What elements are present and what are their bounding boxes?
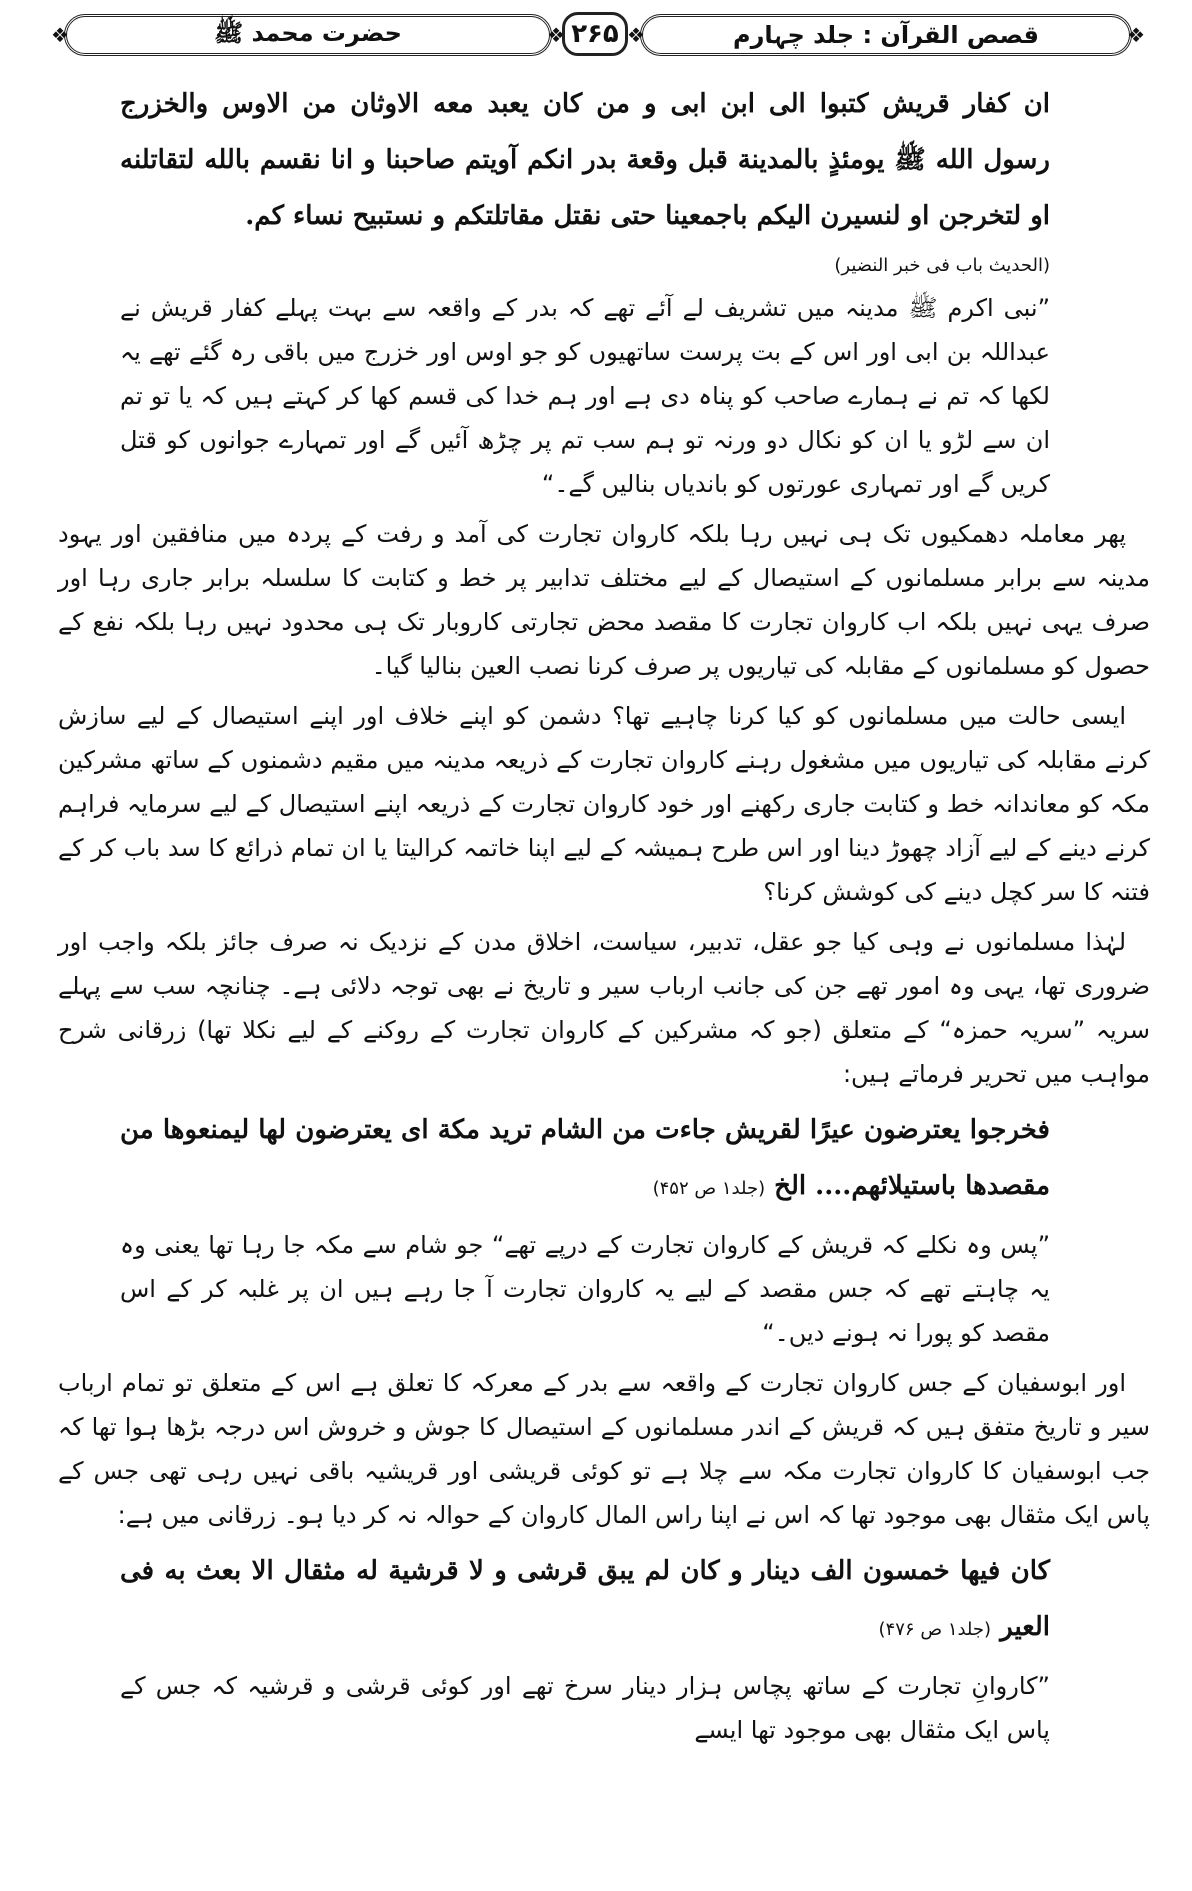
quote	[58, 1664, 1150, 1752]
paragraph-line: تجارتی کاروبار تک ہی محدود نہیں رہا بلکہ نفع کے حصول کو مسلمانوں کے مقابلہ کی تیاریوں پر صرف کرنا نصب العین بنالیا گیا۔	[58, 608, 1150, 680]
arabic-quote	[58, 1543, 1150, 1658]
paragraph	[58, 512, 1150, 688]
paragraph	[58, 920, 1150, 1096]
running-header	[0, 0, 1192, 70]
page-body	[0, 70, 1192, 1798]
ornament-icon: ❖	[51, 23, 69, 47]
paragraph-line: خود کاروان تجارت کے ذریعہ اپنے استیصال کے لیے سرمایہ فراہم کرنے دینے کے لیے آزاد چھوڑ دینا اور اس طرح ہمیشہ کے لیے اپنا	[58, 790, 1150, 862]
quote	[58, 286, 1150, 506]
paragraph-line: خاتمہ کرالیتا یا ان تمام ذرائع کا سد باب کر کے فتنہ کا سر کچل دینے کی کوشش کرنا؟	[58, 834, 1150, 906]
quote-line: قسم کھا کر کہتے ہیں کہ یا تو تم ان سے لڑو یا ان کو نکال دو ورنہ تو ہم سب تم پر چڑھ آئیں گے اور تمہارے جوانوں کو قتل کریں	[120, 382, 1050, 498]
arabic-quote-line: باجمعینا حتی نقتل مقاتلتکم و نستبیح نساء کم.	[245, 201, 748, 231]
quote	[58, 1223, 1150, 1355]
arabic-quote	[58, 1102, 1150, 1217]
arabic-quote	[58, 76, 1150, 244]
paragraph-line: تیاریوں میں مشغول رہنے کاروان تجارت کے ذریعہ مدینہ میں مقیم دشمنوں کے ساتھ مشرکین مکہ کو معاندانہ خط و کتابت جاری رکھنے اور	[58, 746, 1150, 818]
arabic-quote-line: یومئذٍ بالمدینة قبل وقعة بدر انکم آویتم صاحبنا و انا نقسم بالله لتقاتلنه او لتخرجن او لنسیرن الیکم	[120, 145, 1050, 231]
paragraph-line: ایسی حالت میں مسلمانوں کو کیا کرنا چاہیے تھا؟ دشمن کو اپنے خلاف اور اپنے استیصال کے لیے سازش کرنے مقابلہ کی	[58, 702, 1151, 774]
paragraph-line: تو کوئی قریشی اور قریشیہ باقی نہیں رہی تھی جس کے پاس ایک مثقال بھی موجود تھا کہ اس نے اپنا راس المال کاروان کے حوالہ نہ کر دیا	[58, 1457, 1150, 1529]
page-number: ۲۶۵	[562, 12, 628, 56]
running-header-book	[627, 14, 1145, 56]
paragraph-line: لہٰذا مسلمانوں نے وہی کیا جو عقل، تدبیر، سیاست، اخلاق مدن کے نزدیک نہ صرف جائز بلکہ واجب اور ضروری تھا، یہی وہ	[58, 928, 1150, 1000]
ornament-icon: ❖	[547, 23, 565, 47]
ornament-icon: ❖	[1127, 23, 1145, 47]
ornament-icon: ❖	[627, 23, 645, 47]
arabic-quote-line: باستیلائهم.... الخ	[774, 1171, 957, 1201]
citation: (جلد۱ ص ۴۷۶)	[878, 1619, 992, 1640]
paragraph	[58, 1361, 1150, 1537]
quote-line: گے اور تمہاری عورتوں کو باندیاں بنالیں گے۔“	[541, 470, 993, 498]
paragraph-line: ہیں کہ قریش کے اندر مسلمانوں کے استیصال کا جوش و خروش اس درجہ بڑھا ہوا تھا کہ جب ابوسفیان کا کاروان تجارت مکہ سے چلا ہے	[58, 1413, 1151, 1485]
arabic-quote-line: کان فیها خمسون الف دینار و کان لم یبق قرشی و لا قرشیة له مثقال الا بعث به فی العیر	[120, 1556, 1050, 1642]
paragraph-line: ہو۔ زرقانی میں ہے:	[117, 1501, 325, 1529]
quote-line: لیے یہ کاروان تجارت آ جا رہے ہیں ان پر غلبہ کر کے اس مقصد کو پورا نہ ہونے دیں۔“	[120, 1275, 1050, 1347]
paragraph-line: پھر معاملہ دھمکیوں تک ہی نہیں رہا بلکہ کاروان تجارت کی آمد و رفت کے پردہ میں منافقین اور یہود مدینہ سے برابر مسلمانوں	[58, 520, 1150, 592]
paragraph	[58, 694, 1150, 914]
quote-line: بت پرست ساتھیوں کو جو اوس اور خزرج میں باقی رہ گئے تھے یہ لکھا کہ تم نے ہمارے صاحب کو پناہ دی ہے اور ہم خدا کی	[120, 338, 1050, 410]
quote-line: ”نبی اکرم ﷺ مدینہ میں تشریف لے آئے تھے کہ بدر کے واقعہ سے بہت پہلے کفار قریش نے عبداللہ بن ابی اور اس کے	[120, 294, 1050, 366]
chapter-title: حضرت محمد ﷺ	[214, 18, 402, 47]
quote-line: ”پس وہ نکلے کہ قریش کے کاروان تجارت کے درپے تھے“ جو شام سے مکہ جا رہا تھا یعنی وہ یہ چاہتے تھے کہ جس مقصد کے	[120, 1231, 1050, 1303]
paragraph-line: اور ابوسفیان کے جس کاروان تجارت کے واقعہ سے بدر کے معرکہ کا تعلق ہے اس کے متعلق تو تمام ارباب سیر و تاریخ متفق	[58, 1369, 1150, 1441]
citation: (الحدیث باب فی خبر النضیر)	[834, 255, 1050, 276]
citation: (جلد۱ ص ۴۵۲)	[652, 1178, 766, 1199]
paragraph-line: کاروان تجارت کے روکنے کے لیے نکلا تھا) زرقانی شرح مواہب میں تحریر فرماتے ہیں:	[58, 1016, 1150, 1088]
arabic-quote-line: فخرجوا یعترضون عیرًا لقریش جاءت من الشام ترید مکة ای یعترضون لها لیمنعوها من مقصدها	[120, 1115, 1050, 1201]
paragraph-line: کے استیصال کے لیے مختلف تدابیر پر خط و کتابت کا سلسلہ برابر جاری رہا اور صرف یہی نہیں بلکہ اب کاروان تجارت کا مقصد محض	[58, 564, 1150, 636]
book-title: قصص القرآن : جلد چہارم	[733, 21, 1040, 49]
running-header-chapter	[51, 14, 565, 56]
arabic-quote-line: ان کفار قریش کتبوا الی ابن ابی و من کان یعبد معه الاوثان من الاوس والخزرج رسول الله ﷺ	[120, 89, 1050, 175]
quote-line: ”کاروانِ تجارت کے ساتھ پچاس ہزار دینار سرخ تھے اور کوئی قرشی و قرشیہ کہ جس کے پاس ایک مثقال بھی موجود تھا ایسے	[120, 1672, 1050, 1744]
paragraph-line: امور تھے جن کی جانب ارباب سیر و تاریخ نے بھی توجہ دلائی ہے۔ چنانچہ سب سے پہلے سریہ ”سریہ حمزہ“ کے متعلق (جو کہ مشرکین کے	[58, 972, 1150, 1044]
